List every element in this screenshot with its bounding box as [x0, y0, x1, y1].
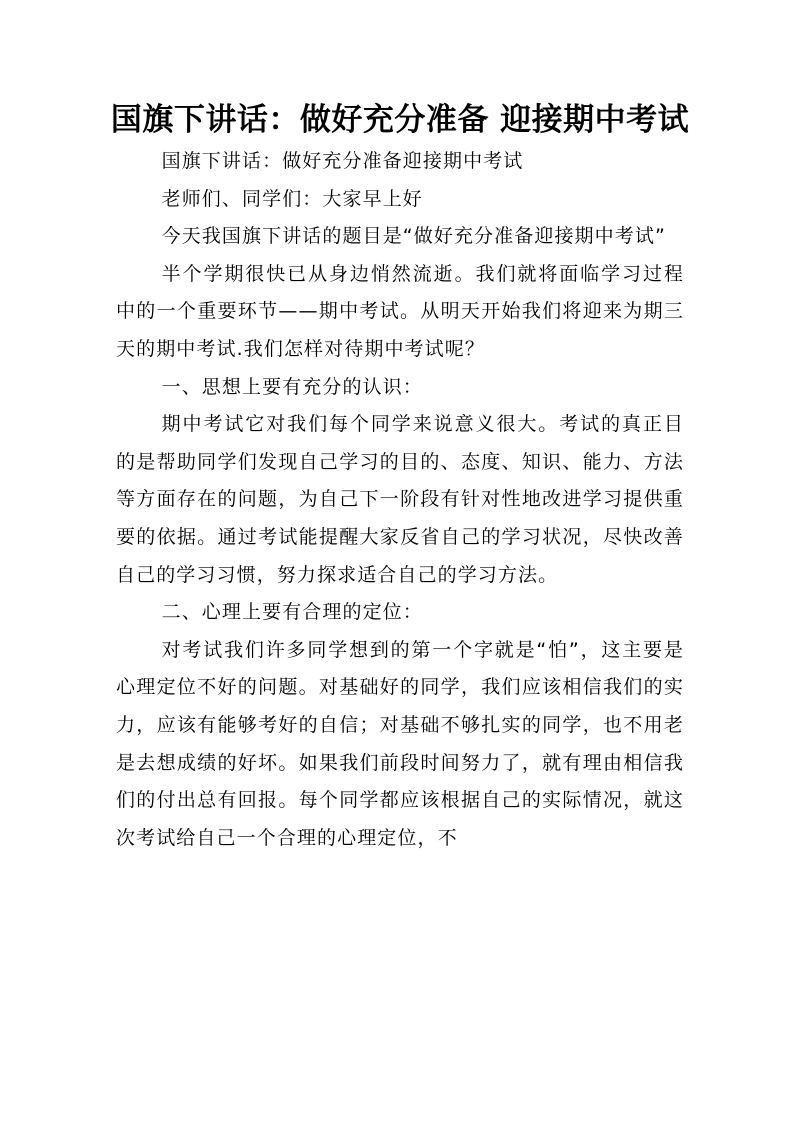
document-body	[116, 143, 684, 857]
section-heading-2: 二、心理上要有合理的定位：	[161, 601, 423, 624]
document-title: 国旗下讲话：做好充分准备 迎接期中考试	[110, 102, 690, 138]
paragraph-subtitle: 国旗下讲话：做好充分准备迎接期中考试	[161, 150, 524, 172]
paragraph-intro: 半个学期很快已从身边悄然流逝。我们就将面临学习过程中的一个重要环节——期中考试。从明天开始我们将迎来为期三天的期中考试.我们怎样对待期中考试呢？	[116, 262, 684, 360]
paragraph-section-2: 对考试我们许多同学想到的第一个字就是“怕”，这主要是心理定位不好的问题。对基础好的同学，我们应该相信我们的实力，应该有能够考好的自信；对基础不够扎实的同学，也不用老是去想成绩的好坏。如果我们前段时间努力了，就有理由相信我们的付出总有回报。每个同学都应该根据自己的实际情况，就这次考试给自己一个合理的心理定位，不	[116, 638, 684, 849]
paragraph-greeting: 老师们、同学们：大家早上好	[161, 187, 423, 210]
paragraph-topic: 今天我国旗下讲话的题目是“做好充分准备迎接期中考试”	[161, 225, 666, 248]
paragraph-section-1: 期中考试它对我们每个同学来说意义很大。考试的真正目的是帮助同学们发现自己学习的目的、态度、知识、能力、方法等方面存在的问题，为自己下一阶段有针对性地改进学习提供重要的依据。通过考试能提醒大家反省自己的学习状况，尽快改善自己的学习习惯，努力探求适合自己的学习方法。	[116, 413, 684, 586]
section-heading-1: 一、思想上要有充分的认识：	[161, 375, 423, 398]
